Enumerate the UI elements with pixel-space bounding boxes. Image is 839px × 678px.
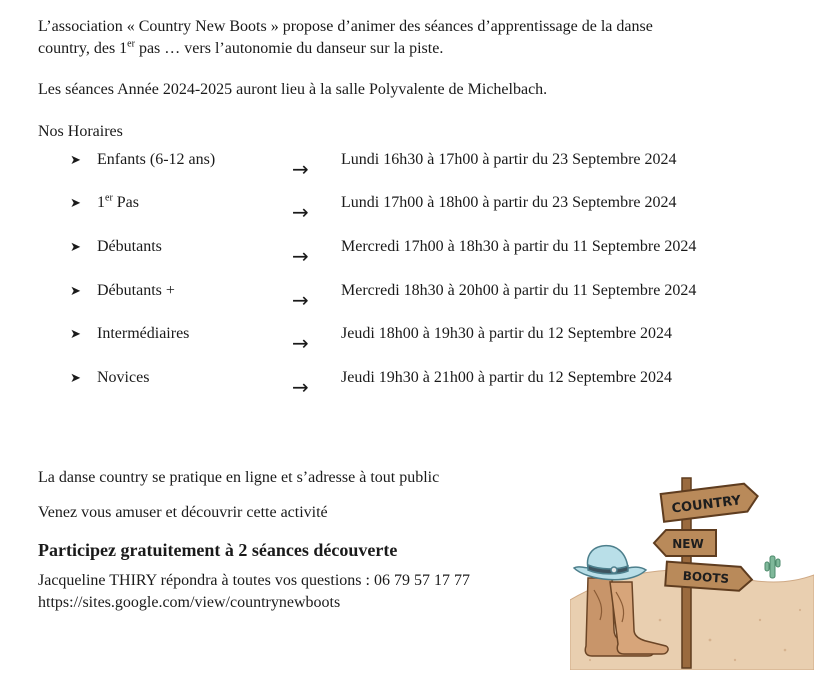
bullet-arrow-icon: ➤ [70, 239, 81, 254]
season-paragraph: Les séances Année 2024-2025 auront lieu à la salle Polyvalente de Michelbach. [38, 81, 548, 98]
bullet-arrow-icon: ➤ [70, 195, 81, 210]
right-arrow-icon: → [292, 331, 309, 355]
cowboy-hat-icon [574, 546, 646, 580]
intro-line-2-pre: country, des 1 [38, 40, 128, 57]
schedule-time: Lundi 17h00 à 18h00 à partir du 23 Septembre 2024 [341, 194, 677, 211]
intro-line-1: L’association « Country New Boots » propose d’animer des séances d’apprentissage de la danse [38, 18, 653, 35]
schedule-group: Débutants + [97, 282, 175, 299]
public-line: La danse country se pratique en ligne et s’adresse à tout public [38, 469, 440, 486]
schedule-group: Débutants [97, 238, 162, 255]
bullet-arrow-icon: ➤ [70, 326, 81, 341]
bullet-arrow-icon: ➤ [70, 283, 81, 298]
schedule-heading: Nos Horaires [38, 123, 123, 140]
schedule-time: Lundi 16h30 à 17h00 à partir du 23 Septembre 2024 [341, 151, 677, 168]
right-arrow-icon: → [292, 157, 309, 181]
bullet-arrow-icon: ➤ [70, 152, 81, 167]
schedule-row [70, 282, 810, 312]
sign-country [661, 482, 760, 521]
schedule-time: Jeudi 18h00 à 19h30 à partir du 12 Septembre 2024 [341, 325, 673, 342]
right-arrow-icon: → [292, 244, 309, 268]
intro-line-2-post: pas … vers l’autonomie du danseur sur la piste. [134, 40, 444, 57]
svg-text:COUNTRY: COUNTRY [670, 493, 742, 517]
cta-heading: Participez gratuitement à 2 séances découverte [38, 540, 398, 560]
schedule-group: Enfants (6-12 ans) [97, 151, 216, 168]
right-arrow-icon: → [292, 375, 309, 399]
schedule-time: Mercredi 17h00 à 18h30 à partir du 11 Septembre 2024 [341, 238, 697, 255]
right-arrow-icon: → [292, 288, 309, 312]
intro-paragraph [38, 16, 653, 60]
sign-boots [665, 562, 752, 592]
svg-text:BOOTS: BOOTS [682, 568, 730, 587]
right-arrow-icon: → [292, 200, 309, 224]
schedule-row [70, 151, 810, 181]
sign-new [654, 530, 716, 556]
bullet-arrow-icon: ➤ [70, 370, 81, 385]
schedule-row [70, 192, 810, 224]
schedule-group: Novices [97, 369, 150, 386]
schedule-row [70, 369, 810, 399]
venez-line: Venez vous amuser et découvrir cette activité [38, 504, 328, 521]
schedule-group: 1er Pas [97, 192, 140, 211]
cactus-icon [765, 556, 780, 578]
website-link[interactable]: https://sites.google.com/view/countrynewboots [38, 594, 341, 611]
schedule-row [70, 238, 810, 268]
country-signpost-illustration [570, 470, 814, 670]
contact-line: Jacqueline THIRY répondra à toutes vos questions : 06 79 57 17 77 [38, 572, 470, 589]
schedule-row [70, 325, 810, 355]
svg-text:NEW: NEW [672, 537, 704, 551]
intro-line-2-sup: er [127, 38, 135, 50]
schedule-time: Jeudi 19h30 à 21h00 à partir du 12 Septembre 2024 [341, 369, 673, 386]
schedule-time: Mercredi 18h30 à 20h00 à partir du 11 Septembre 2024 [341, 282, 697, 299]
schedule-group: Intermédiaires [97, 325, 190, 342]
